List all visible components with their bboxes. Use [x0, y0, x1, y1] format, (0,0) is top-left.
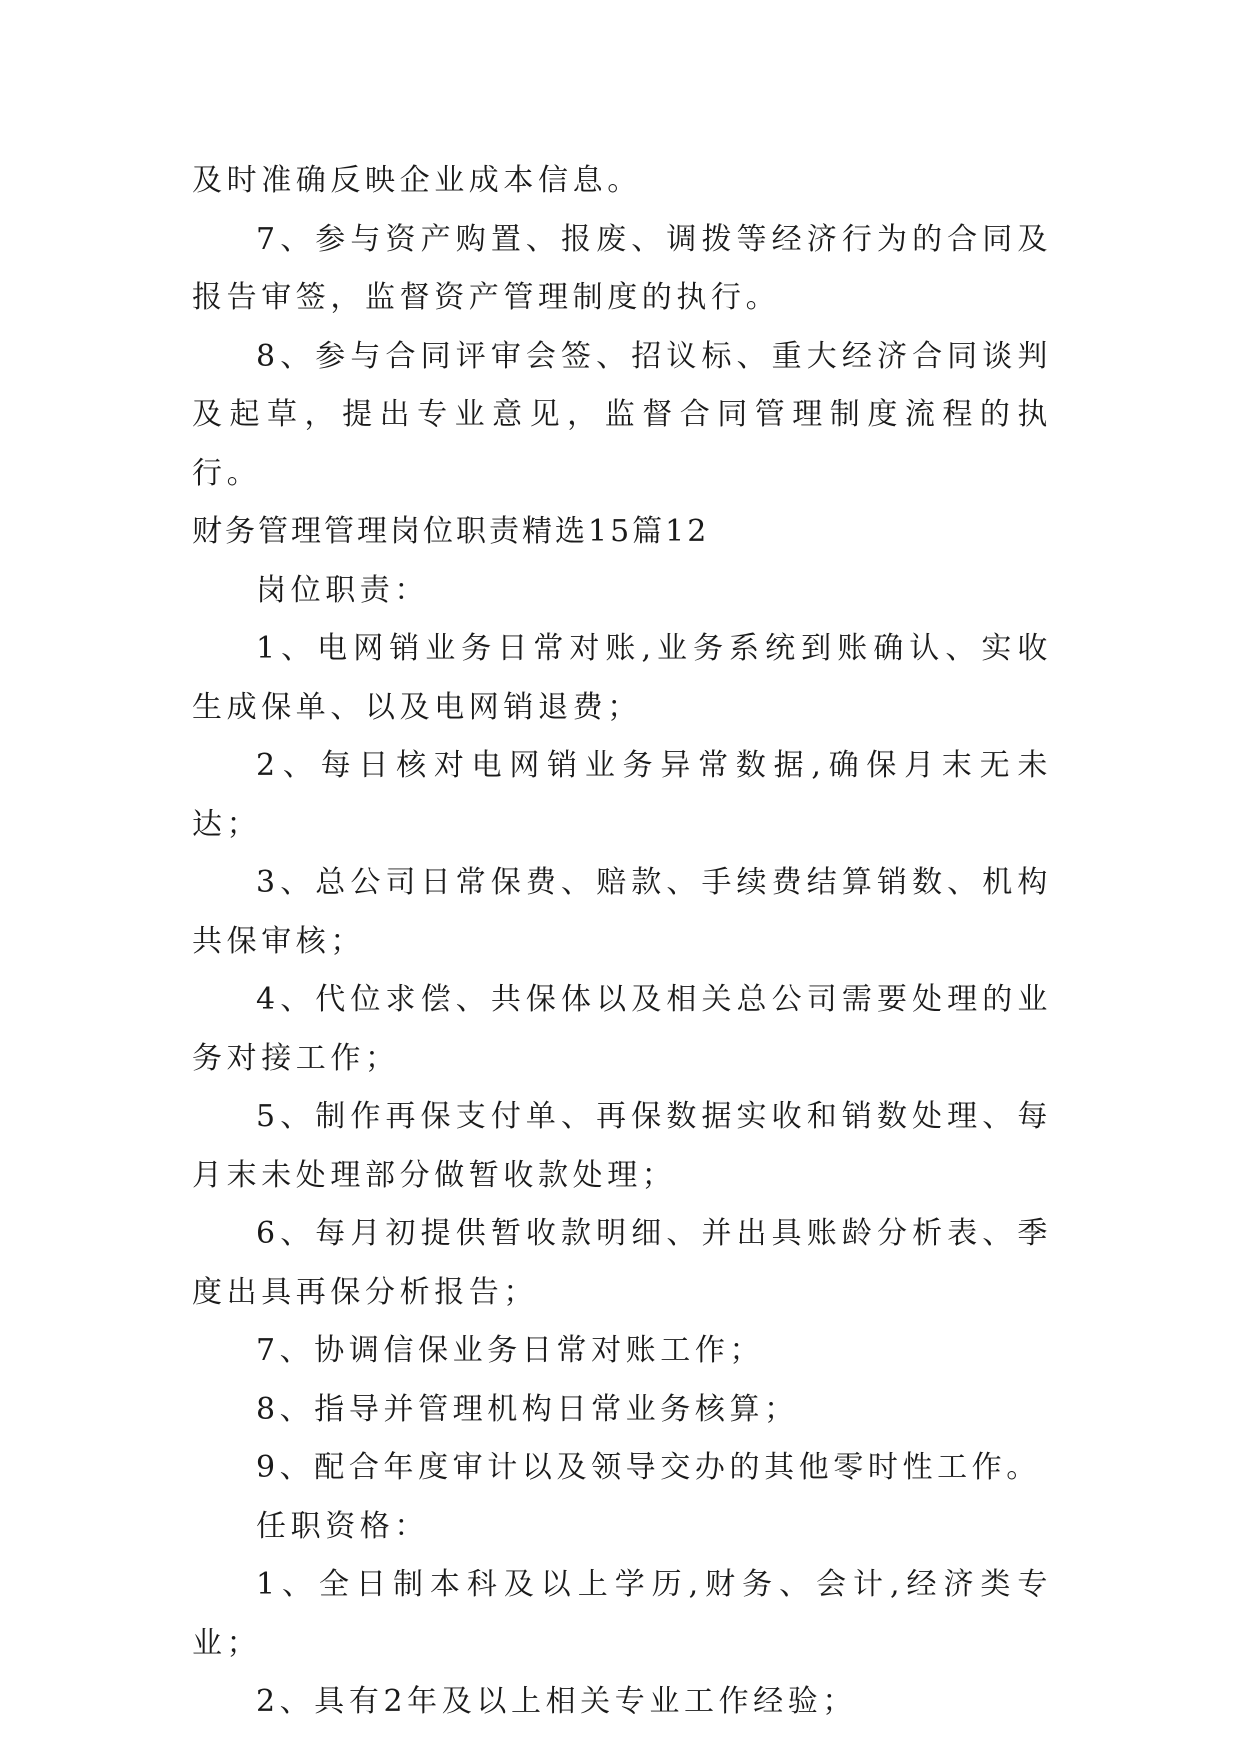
duty-item-1: 1、电网销业务日常对账,业务系统到账确认、实收生成保单、以及电网销退费； [192, 631, 1052, 725]
duty-item-7: 7、协调信保业务日常对账工作； [256, 1333, 765, 1368]
document-body [192, 152, 1052, 1732]
paragraph-item-8-contract: 8、参与合同评审会签、招议标、重大经济合同谈判及起草，提出专业意见，监督合同管理制度流程的执行。 [192, 338, 1052, 491]
duty-item-8: 8、指导并管理机构日常业务核算； [256, 1391, 799, 1427]
subheading-qualifications: 任职资格： [256, 1508, 429, 1544]
duty-item-6: 6、每月初提供暂收款明细、并出具账龄分析表、季度出具再保分析报告； [192, 1216, 1052, 1310]
duty-item-9: 9、配合年度审计以及领导交办的其他零时性工作。 [256, 1450, 1041, 1485]
duty-item-3: 3、总公司日常保费、赔款、手续费结算销数、机构共保审核； [192, 865, 1052, 959]
qualification-item-2: 2、具有2年及以上相关专业工作经验； [256, 1684, 857, 1719]
duty-item-2: 2、每日核对电网销业务异常数据,确保月末无未达； [192, 748, 1052, 842]
qualification-item-1: 1、全日制本科及以上学历,财务、会计,经济类专业； [192, 1567, 1052, 1661]
paragraph-continuation: 及时准确反映企业成本信息。 [192, 163, 642, 198]
section-heading: 财务管理管理岗位职责精选15篇12 [192, 514, 710, 549]
subheading-duties: 岗位职责： [256, 572, 429, 608]
paragraph-item-7-asset: 7、参与资产购置、报废、调拨等经济行为的合同及报告审签，监督资产管理制度的执行。 [192, 221, 1052, 315]
duty-item-4: 4、代位求偿、共保体以及相关总公司需要处理的业务对接工作； [192, 982, 1052, 1076]
duty-item-5: 5、制作再保支付单、再保数据实收和销数处理、每月末未处理部分做暂收款处理； [192, 1099, 1052, 1193]
